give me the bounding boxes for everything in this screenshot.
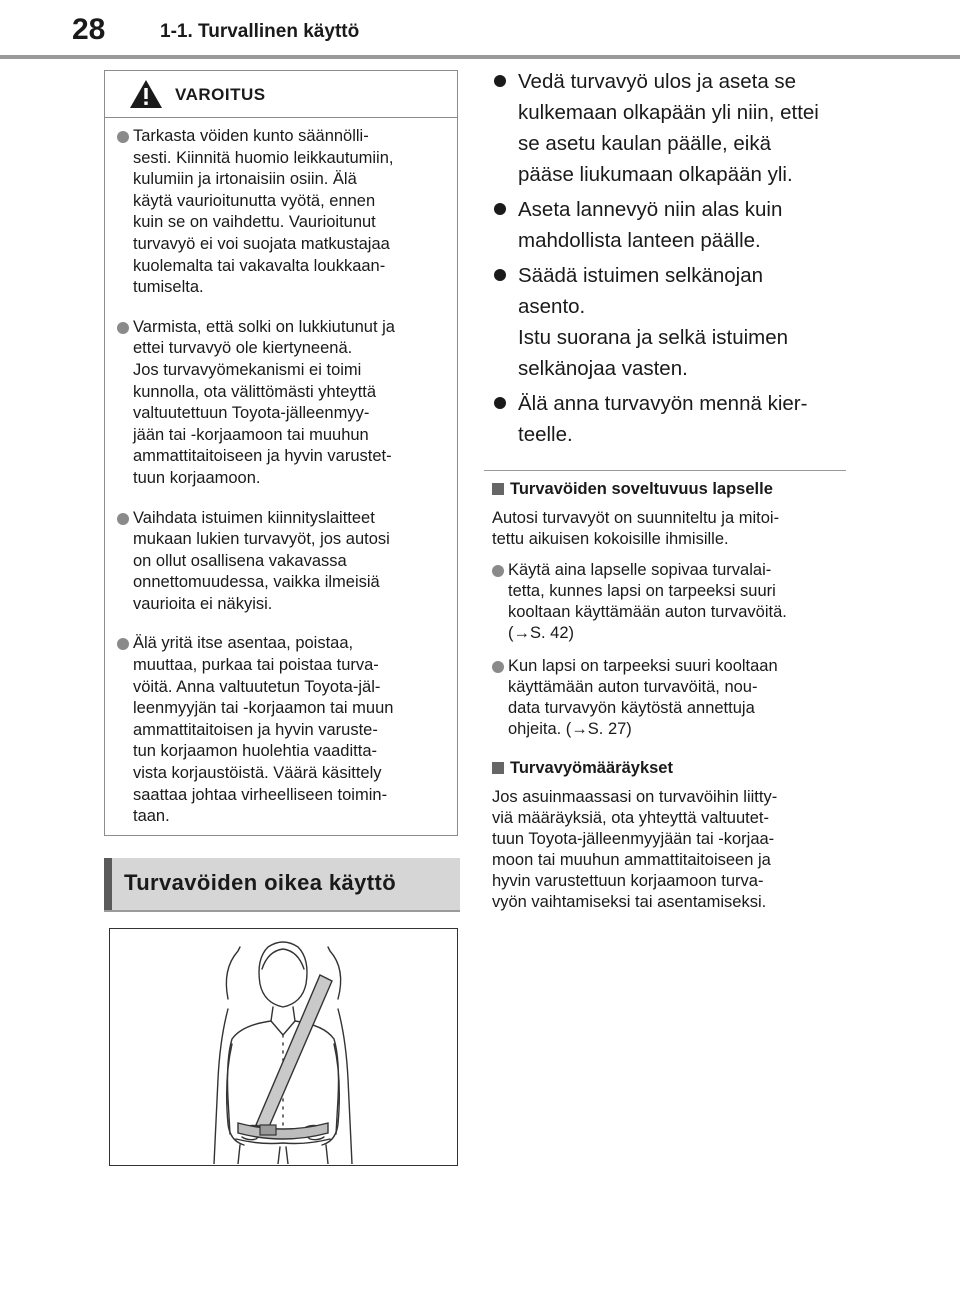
bullet-icon [494, 75, 506, 87]
seated-person-illustration [110, 929, 456, 1164]
usage-item [492, 260, 847, 384]
regulations-text: Jos asuinmaassasi on turvavöihin liitty- viä määräyksiä, ota yhteyttä valtuutet- tuun Toyota-jälleenmyyjään tai -korjaa- moon tai muuhun ammattitaitoiseen ja hyvin varustettuun korjaamoon turva- vyön vaihtamiseksi tai asentamiseksi. [492, 788, 778, 911]
children-item [492, 560, 847, 644]
children-heading-text: Turvavöiden soveltuvuus lapselle [510, 480, 773, 498]
square-bullet-icon [492, 762, 504, 774]
section-divider [484, 470, 846, 471]
warning-item-text: Tarkasta vöiden kunto säännölli- sesti. Kiinnitä huomio leikkautumiin, kulumiin ja irtonaisiin osiin. Älä käytä vaurioitunutta vyötä, ennen kuin se on vaihdettu. Vaurioitunut turvavyö ei voi suojata matkustajaa kuolemalta tai vakavalta loukkaan- tumiselta. [133, 127, 394, 297]
seat-outline-right [328, 947, 341, 999]
page-number: 28 [72, 13, 106, 46]
head-outline [259, 942, 307, 1007]
warning-item-text: Vaihdata istuimen kiinnityslaitteet mukaan lukien turvavyöt, jos autosi on ollut osallisena vakavassa onnettomuudessa, vaikka ilmeisiä vaurioita ei näkyisi. [133, 508, 390, 613]
warning-item [117, 317, 445, 490]
bullet-icon [117, 513, 129, 525]
warning-item-text: Varmista, että solki on lukkiutunut ja ettei turvavyö ole kiertyneenä. Jos turvavyömekanismi ei toimi kunnolla, ota välittömästi yhteyttä valtuutettuun Toyota-jälleenmyy- jään tai -korjaamoon tai muuhun ammattitaitoiseen ja hyvin varustet- tuun korjaamoon. [133, 317, 395, 487]
bullet-icon [117, 638, 129, 650]
children-intro: Autosi turvavyöt on suunniteltu ja mitoi- tettu aikuisen kokoisille ihmisille. [492, 509, 780, 548]
bullet-icon [492, 661, 504, 673]
subheading-bar [104, 858, 460, 910]
right-column [492, 66, 847, 453]
square-bullet-icon [492, 483, 504, 495]
children-section [492, 479, 847, 752]
section-title: 1-1. Turvallinen käyttö [160, 21, 360, 42]
bullet-icon [117, 322, 129, 334]
bullet-icon [494, 269, 506, 281]
usage-item-text: Säädä istuimen selkänojan asento. Istu suorana ja selkä istuimen selkänojaa vasten. [518, 264, 789, 380]
warning-item [117, 508, 445, 616]
regulations-section [492, 758, 847, 913]
usage-bullets [492, 66, 847, 450]
regulations-heading-text: Turvavyömääräykset [510, 759, 673, 777]
children-list [492, 560, 847, 740]
bullet-icon [494, 397, 506, 409]
seat-outline-left [226, 947, 240, 999]
regulations-heading [492, 758, 847, 779]
bullet-icon [117, 131, 129, 143]
children-item [492, 656, 847, 740]
warning-list [105, 118, 457, 828]
seatbelt-illustration [109, 928, 458, 1166]
warning-item-text: Älä yritä itse asentaa, poistaa, muuttaa, purkaa tai poistaa turva- vöitä. Anna valtuutetun Toyota-jäl- leenmyyjän tai -korjaamon tai muun ammattitaitoisen ja hyvin varuste- tun korjaamon huolehtia vaaditta- vista korjaustöistä. Väärä käsittely saattaa johtaa virheelliseen toimin- taan. [133, 634, 394, 826]
warning-item [117, 126, 445, 299]
usage-item-text: Aseta lannevyö niin alas kuin mahdollista lanteen päälle. [518, 198, 783, 252]
warning-triangle-icon [129, 79, 163, 109]
page-header [0, 0, 960, 60]
usage-item [492, 194, 847, 256]
bullet-icon [492, 565, 504, 577]
left-column [104, 70, 460, 836]
header-divider [0, 55, 960, 59]
warning-label: VAROITUS [175, 85, 266, 104]
subheading-accent [104, 858, 112, 910]
subheading-divider [104, 910, 460, 912]
bullet-icon [494, 203, 506, 215]
children-item-text: Käytä aina lapselle sopivaa turvalai- tetta, kunnes lapsi on tarpeeksi suuri kooltaan käyttämään auton turvavöitä. (→S. 42) [508, 561, 787, 642]
usage-item-text: Älä anna turvavyön mennä kier- teelle. [518, 392, 808, 446]
belt-buckle [260, 1125, 276, 1135]
subheading-title: Turvavöiden oikea käyttö [124, 870, 397, 895]
usage-item-text: Vedä turvavyö ulos ja aseta se kulkemaan olkapään yli niin, ettei se asetu kaulan päälle, eikä pääse liukumaan olkapään yli. [518, 70, 819, 186]
children-heading [492, 479, 847, 500]
usage-item [492, 388, 847, 450]
warning-box [104, 70, 458, 836]
warning-header [105, 71, 457, 118]
usage-item [492, 66, 847, 190]
children-item-text: Kun lapsi on tarpeeksi suuri kooltaan käyttämään auton turvavöitä, nou- data turvavyön käytöstä annettuja ohjeita. (→S. 27) [508, 657, 778, 738]
warning-item [117, 633, 445, 827]
